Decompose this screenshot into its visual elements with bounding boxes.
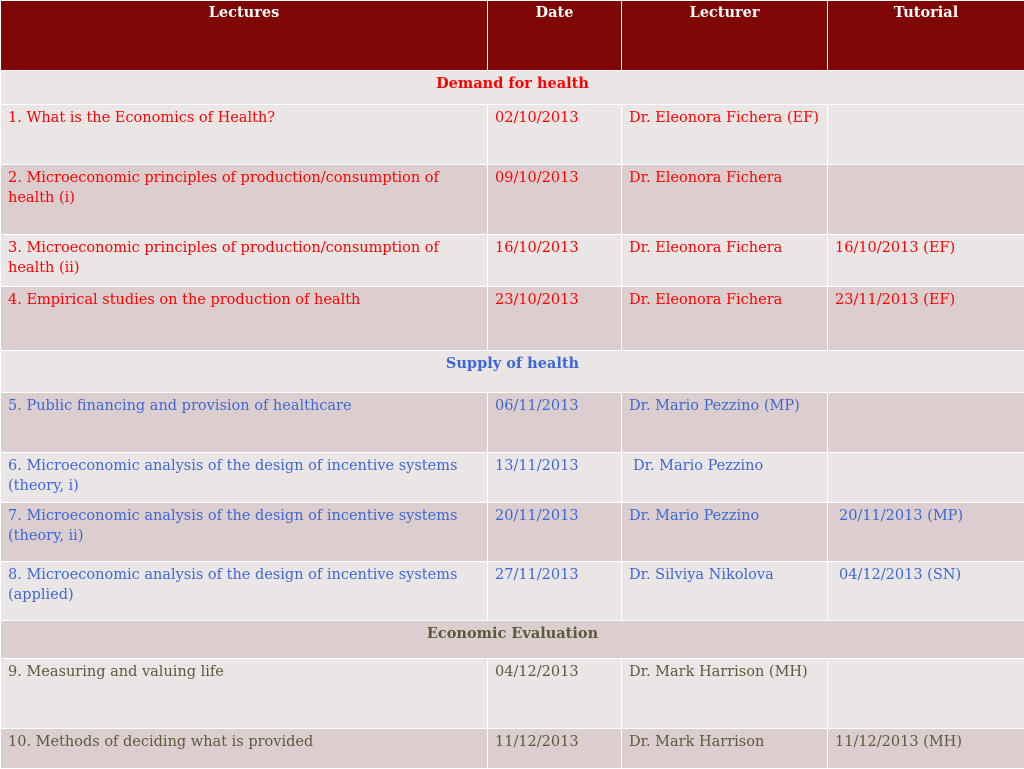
tutorial-cell: 20/11/2013 (MP) [828,503,1024,562]
section-title: Economic Evaluation [1,621,1024,659]
table-row [1,105,1024,165]
lecturer-cell: Dr. Mario Pezzino [622,503,828,562]
section-row-demand [1,71,1024,105]
lecturer-cell: Dr. Mario Pezzino [622,453,828,503]
lecturer-cell: Dr. Eleonora Fichera (EF) [622,105,828,165]
header-lectures: Lectures [1,1,488,71]
table-row [1,503,1024,562]
lecture-cell: 2. Microeconomic principles of production/consumption of health (i) [1,165,488,235]
date-cell: 04/12/2013 [488,659,622,729]
lecture-cell: 7. Microeconomic analysis of the design of incentive systems (theory, ii) [1,503,488,562]
tutorial-cell: 16/10/2013 (EF) [828,235,1024,287]
section-row-supply [1,351,1024,393]
tutorial-cell [828,393,1024,453]
lecturer-cell: Dr. Mario Pezzino (MP) [622,393,828,453]
lecturer-cell: Dr. Mark Harrison [622,729,828,769]
date-cell: 13/11/2013 [488,453,622,503]
table-row [1,729,1024,769]
lecture-cell: 6. Microeconomic analysis of the design of incentive systems (theory, i) [1,453,488,503]
lecture-cell: 3. Microeconomic principles of production/consumption of health (ii) [1,235,488,287]
tutorial-cell: 04/12/2013 (SN) [828,562,1024,621]
date-cell: 02/10/2013 [488,105,622,165]
table-row [1,235,1024,287]
date-cell: 23/10/2013 [488,287,622,351]
date-cell: 20/11/2013 [488,503,622,562]
header-date: Date [488,1,622,71]
tutorial-cell: 23/11/2013 (EF) [828,287,1024,351]
lecturer-cell: Dr. Mark Harrison (MH) [622,659,828,729]
lecturer-cell: Dr. Silviya Nikolova [622,562,828,621]
lecturer-cell: Dr. Eleonora Fichera [622,287,828,351]
date-cell: 06/11/2013 [488,393,622,453]
header-tutorial: Tutorial [828,1,1024,71]
table-row [1,165,1024,235]
section-title: Demand for health [1,71,1024,105]
lecture-cell: 9. Measuring and valuing life [1,659,488,729]
table-row [1,287,1024,351]
section-row-evaluation [1,621,1024,659]
date-cell: 11/12/2013 [488,729,622,769]
table-row [1,659,1024,729]
lecture-cell: 1. What is the Economics of Health? [1,105,488,165]
lecturer-cell: Dr. Eleonora Fichera [622,235,828,287]
lecture-cell: 5. Public financing and provision of healthcare [1,393,488,453]
lecture-cell: 4. Empirical studies on the production of health [1,287,488,351]
date-cell: 16/10/2013 [488,235,622,287]
tutorial-cell [828,105,1024,165]
tutorial-cell: 11/12/2013 (MH) [828,729,1024,769]
tutorial-cell [828,165,1024,235]
header-row [1,1,1024,71]
lecturer-cell: Dr. Eleonora Fichera [622,165,828,235]
tutorial-cell [828,659,1024,729]
table-row [1,393,1024,453]
table-row [1,562,1024,621]
section-title: Supply of health [1,351,1024,393]
lecture-cell: 10. Methods of deciding what is provided [1,729,488,769]
date-cell: 27/11/2013 [488,562,622,621]
table-row [1,453,1024,503]
tutorial-cell [828,453,1024,503]
lecture-cell: 8. Microeconomic analysis of the design of incentive systems (applied) [1,562,488,621]
header-lecturer: Lecturer [622,1,828,71]
date-cell: 09/10/2013 [488,165,622,235]
